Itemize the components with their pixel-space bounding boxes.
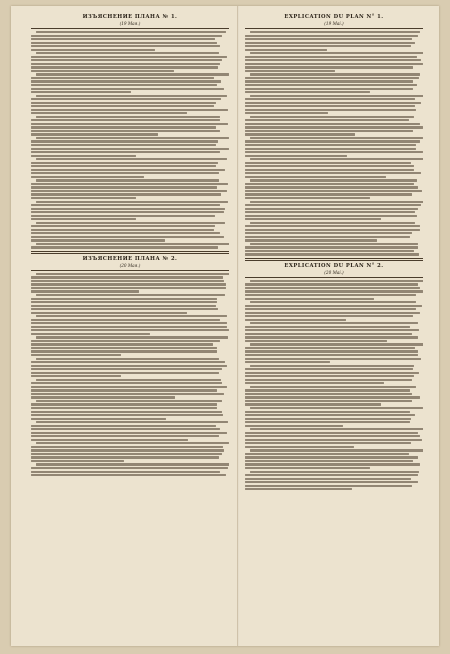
- text-line: [245, 77, 419, 79]
- text-line: [245, 287, 420, 289]
- text-line: [31, 361, 225, 363]
- text-line: [36, 31, 226, 33]
- text-line: [245, 305, 422, 307]
- text-line: [31, 215, 215, 217]
- text-line: [245, 197, 370, 199]
- text-line: [31, 439, 188, 441]
- text-line: [31, 446, 223, 448]
- title-rule: [245, 277, 423, 278]
- text-line: [245, 169, 414, 171]
- text-line: [31, 204, 220, 206]
- text-line: [245, 56, 417, 58]
- text-line: [245, 229, 420, 231]
- text-line: [31, 301, 217, 303]
- text-line: [245, 326, 410, 328]
- text-line: [31, 59, 222, 61]
- text-line: [245, 123, 420, 125]
- text-line: [31, 77, 214, 79]
- text-line: [31, 298, 217, 300]
- text-line: [31, 140, 218, 142]
- text-line: [36, 73, 229, 75]
- text-line: [245, 389, 410, 391]
- text-line: [36, 158, 227, 160]
- text-line: [250, 386, 416, 388]
- text-line: [31, 155, 136, 157]
- text-line: [245, 59, 421, 61]
- text-line: [245, 446, 354, 448]
- text-line: [245, 109, 416, 111]
- text-line: [31, 56, 227, 58]
- text-line: [245, 312, 420, 314]
- plan2-title-ru: ИЗЪЯСНЕНИЕ ПЛАНА № 2.: [82, 255, 178, 262]
- text-line: [31, 372, 219, 374]
- text-line: [245, 140, 420, 142]
- text-line: [36, 442, 229, 444]
- text-line: [31, 312, 187, 314]
- text-line: [31, 218, 136, 220]
- text-line: [31, 283, 226, 285]
- title-rule: [31, 270, 229, 271]
- text-line: [245, 246, 418, 248]
- text-line: [245, 298, 374, 300]
- plan1-date-fr: (19 Mai.): [324, 21, 344, 26]
- text-line: [245, 35, 418, 37]
- text-line: [245, 155, 347, 157]
- text-line: [245, 218, 381, 220]
- text-line: [250, 158, 423, 160]
- text-line: [31, 411, 222, 413]
- text-line: [245, 485, 412, 487]
- text-line: [31, 308, 218, 310]
- text-line: [245, 176, 386, 178]
- text-line: [31, 151, 220, 153]
- text-line: [31, 190, 227, 192]
- text-line: [245, 474, 418, 476]
- text-line: [245, 162, 411, 164]
- text-line: [245, 435, 420, 437]
- text-line: [31, 186, 217, 188]
- text-line: [31, 98, 221, 100]
- text-line: [245, 460, 413, 462]
- text-line: [36, 315, 227, 317]
- text-line: [36, 201, 228, 203]
- text-line: [36, 294, 225, 296]
- text-line: [245, 91, 370, 93]
- text-line: [245, 105, 415, 107]
- left-page-column: [31, 12, 229, 638]
- text-line: [31, 35, 222, 37]
- plan2-text-block-fr: [245, 280, 423, 491]
- text-line: [36, 400, 222, 402]
- text-line: [31, 467, 228, 469]
- text-line: [31, 322, 227, 324]
- text-line: [245, 393, 412, 395]
- text-line: [31, 133, 158, 135]
- text-line: [250, 73, 420, 75]
- text-line: [245, 126, 423, 128]
- text-line: [31, 453, 222, 455]
- text-line: [245, 403, 381, 405]
- text-line: [245, 442, 411, 444]
- text-line: [31, 176, 144, 178]
- text-line: [31, 169, 225, 171]
- text-line: [250, 471, 419, 473]
- text-line: [31, 211, 224, 213]
- text-line: [36, 243, 229, 245]
- plan1-text-block-ru: [31, 31, 229, 249]
- text-line: [245, 453, 409, 455]
- text-line: [31, 183, 228, 185]
- text-line: [31, 109, 228, 111]
- text-line: [245, 232, 412, 234]
- text-line: [31, 329, 229, 331]
- text-line: [31, 165, 216, 167]
- text-line: [245, 42, 415, 44]
- text-line: [245, 467, 370, 469]
- text-line: [31, 119, 220, 121]
- text-line: [245, 253, 419, 255]
- text-line: [245, 283, 418, 285]
- text-line: [245, 456, 418, 458]
- text-line: [36, 421, 228, 423]
- text-line: [36, 379, 221, 381]
- text-line: [250, 365, 414, 367]
- text-line: [245, 151, 423, 153]
- text-line: [245, 102, 421, 104]
- text-line: [250, 407, 423, 409]
- text-line: [245, 239, 377, 241]
- text-line: [31, 347, 217, 349]
- text-line: [245, 315, 413, 317]
- text-line: [250, 95, 423, 97]
- text-line: [245, 144, 416, 146]
- text-line: [31, 123, 228, 125]
- text-line: [245, 45, 411, 47]
- text-line: [250, 322, 418, 324]
- text-line: [250, 31, 420, 33]
- text-line: [31, 343, 213, 345]
- text-line: [245, 336, 418, 338]
- text-line: [245, 396, 420, 398]
- text-line: [245, 439, 422, 441]
- text-line: [245, 358, 421, 360]
- text-line: [245, 112, 328, 114]
- text-line: [245, 236, 410, 238]
- text-line: [250, 243, 418, 245]
- text-line: [250, 428, 423, 430]
- text-line: [36, 222, 225, 224]
- text-line: [250, 201, 423, 203]
- text-line: [245, 215, 417, 217]
- text-line: [245, 80, 413, 82]
- text-line: [31, 229, 214, 231]
- text-line: [31, 435, 219, 437]
- text-line: [36, 116, 220, 118]
- text-line: [31, 365, 227, 367]
- text-line: [31, 432, 227, 434]
- text-line: [250, 343, 423, 345]
- text-line: [245, 400, 412, 402]
- text-line: [31, 193, 221, 195]
- text-line: [31, 144, 216, 146]
- text-line: [31, 49, 155, 51]
- text-line: [245, 98, 415, 100]
- title-rule: [31, 28, 229, 29]
- page-fold: [237, 6, 239, 646]
- text-line: [245, 49, 327, 51]
- text-line: [31, 382, 222, 384]
- text-line: [245, 379, 412, 381]
- text-line: [31, 368, 222, 370]
- text-line: [31, 474, 226, 476]
- text-line: [245, 488, 352, 490]
- text-line: [245, 193, 412, 195]
- text-line: [31, 460, 124, 462]
- text-line: [245, 66, 413, 68]
- text-line: [31, 148, 229, 150]
- text-line: [245, 425, 343, 427]
- text-line: [31, 80, 221, 82]
- text-line: [250, 222, 415, 224]
- text-line: [245, 190, 422, 192]
- text-line: [250, 280, 423, 282]
- text-line: [245, 84, 417, 86]
- plan2-date-fr: (20 Mai.): [324, 269, 344, 275]
- text-line: [31, 42, 217, 44]
- text-line: [31, 197, 136, 199]
- right-page-column: [245, 12, 423, 638]
- text-line: [31, 276, 223, 278]
- text-line: [245, 294, 416, 296]
- text-line: [245, 350, 418, 352]
- text-line: [245, 148, 416, 150]
- text-line: [31, 232, 220, 234]
- text-line: [31, 428, 220, 430]
- text-line: [31, 236, 224, 238]
- text-line: [245, 250, 414, 252]
- text-line: [31, 340, 220, 342]
- text-line: [31, 333, 150, 335]
- text-line: [245, 478, 411, 480]
- text-line: [250, 52, 423, 54]
- text-line: [245, 38, 412, 40]
- text-line: [31, 130, 220, 132]
- text-line: [245, 347, 415, 349]
- text-line: [245, 172, 421, 174]
- plan2-text-block-ru: [31, 273, 229, 476]
- text-line: [31, 70, 174, 72]
- text-line: [245, 183, 414, 185]
- text-line: [245, 133, 355, 135]
- plan2-title-fr: EXPLICATION DU PLAN N° 2.: [284, 262, 384, 269]
- text-line: [245, 63, 423, 65]
- text-line: [245, 375, 414, 377]
- text-line: [31, 305, 216, 307]
- text-line: [31, 239, 165, 241]
- text-line: [31, 45, 220, 47]
- text-line: [245, 481, 418, 483]
- text-line: [31, 425, 216, 427]
- text-line: [31, 208, 225, 210]
- text-line: [245, 211, 415, 213]
- text-line: [36, 52, 219, 54]
- text-line: [250, 301, 416, 303]
- text-line: [31, 126, 216, 128]
- text-line: [31, 319, 220, 321]
- text-line: [245, 186, 418, 188]
- text-line: [31, 290, 139, 292]
- text-line: [250, 137, 423, 139]
- text-line: [36, 137, 229, 139]
- section-divider: [31, 251, 229, 254]
- text-line: [245, 411, 410, 413]
- text-line: [31, 84, 217, 86]
- text-line: [245, 130, 413, 132]
- text-line: [31, 280, 224, 282]
- text-line: [245, 463, 420, 465]
- plan1-date-ru: (19 Мая.): [119, 21, 141, 26]
- text-line: [31, 418, 166, 420]
- text-line: [31, 350, 217, 352]
- text-line: [31, 326, 227, 328]
- text-line: [245, 340, 387, 342]
- text-line: [31, 414, 223, 416]
- text-line: [245, 290, 423, 292]
- text-line: [245, 421, 410, 423]
- text-line: [31, 66, 218, 68]
- text-line: [31, 172, 219, 174]
- text-line: [31, 246, 218, 248]
- text-line: [31, 449, 224, 451]
- text-line: [250, 449, 423, 451]
- text-line: [31, 63, 220, 65]
- text-line: [31, 105, 214, 107]
- text-line: [31, 88, 224, 90]
- text-line: [31, 407, 217, 409]
- text-line: [245, 308, 416, 310]
- text-line: [245, 208, 418, 210]
- text-line: [31, 225, 215, 227]
- text-line: [245, 319, 346, 321]
- plan1-title-ru: ИЗЪЯСНЕНИЕ ПЛАНА № 1.: [82, 14, 178, 20]
- text-line: [36, 273, 229, 275]
- text-line: [245, 418, 411, 420]
- text-line: [245, 361, 330, 363]
- text-line: [245, 432, 418, 434]
- text-line: [245, 165, 414, 167]
- text-line: [36, 179, 219, 181]
- title-rule: [245, 28, 423, 29]
- text-line: [245, 225, 420, 227]
- text-line: [245, 88, 413, 90]
- text-line: [245, 70, 335, 72]
- text-line: [245, 372, 419, 374]
- document-sheet: [11, 6, 439, 646]
- plan2-date-ru: (20 Мая.): [119, 262, 141, 268]
- text-line: [31, 393, 224, 395]
- text-line: [31, 396, 175, 398]
- text-line: [245, 329, 419, 331]
- text-line: [31, 91, 131, 93]
- text-line: [31, 162, 218, 164]
- text-line: [31, 102, 216, 104]
- text-line: [245, 119, 409, 121]
- text-line: [31, 112, 187, 114]
- text-line: [245, 204, 421, 206]
- text-line: [31, 375, 121, 377]
- text-line: [31, 287, 226, 289]
- text-line: [31, 38, 215, 40]
- text-line: [36, 463, 229, 465]
- text-line: [31, 389, 217, 391]
- text-line: [245, 354, 418, 356]
- text-line: [31, 471, 220, 473]
- text-line: [250, 116, 414, 118]
- plan1-text-block-fr: [245, 31, 423, 256]
- text-line: [36, 95, 227, 97]
- text-line: [245, 382, 384, 384]
- text-line: [36, 358, 219, 360]
- text-line: [31, 403, 217, 405]
- text-line: [31, 354, 121, 356]
- section-divider: [245, 258, 423, 261]
- plan1-title-fr: EXPLICATION DU PLAN N° 1.: [284, 14, 384, 20]
- text-line: [245, 333, 412, 335]
- text-line: [31, 386, 227, 388]
- text-line: [31, 456, 219, 458]
- text-line: [36, 336, 228, 338]
- text-line: [250, 179, 417, 181]
- text-line: [245, 414, 415, 416]
- text-line: [245, 368, 413, 370]
